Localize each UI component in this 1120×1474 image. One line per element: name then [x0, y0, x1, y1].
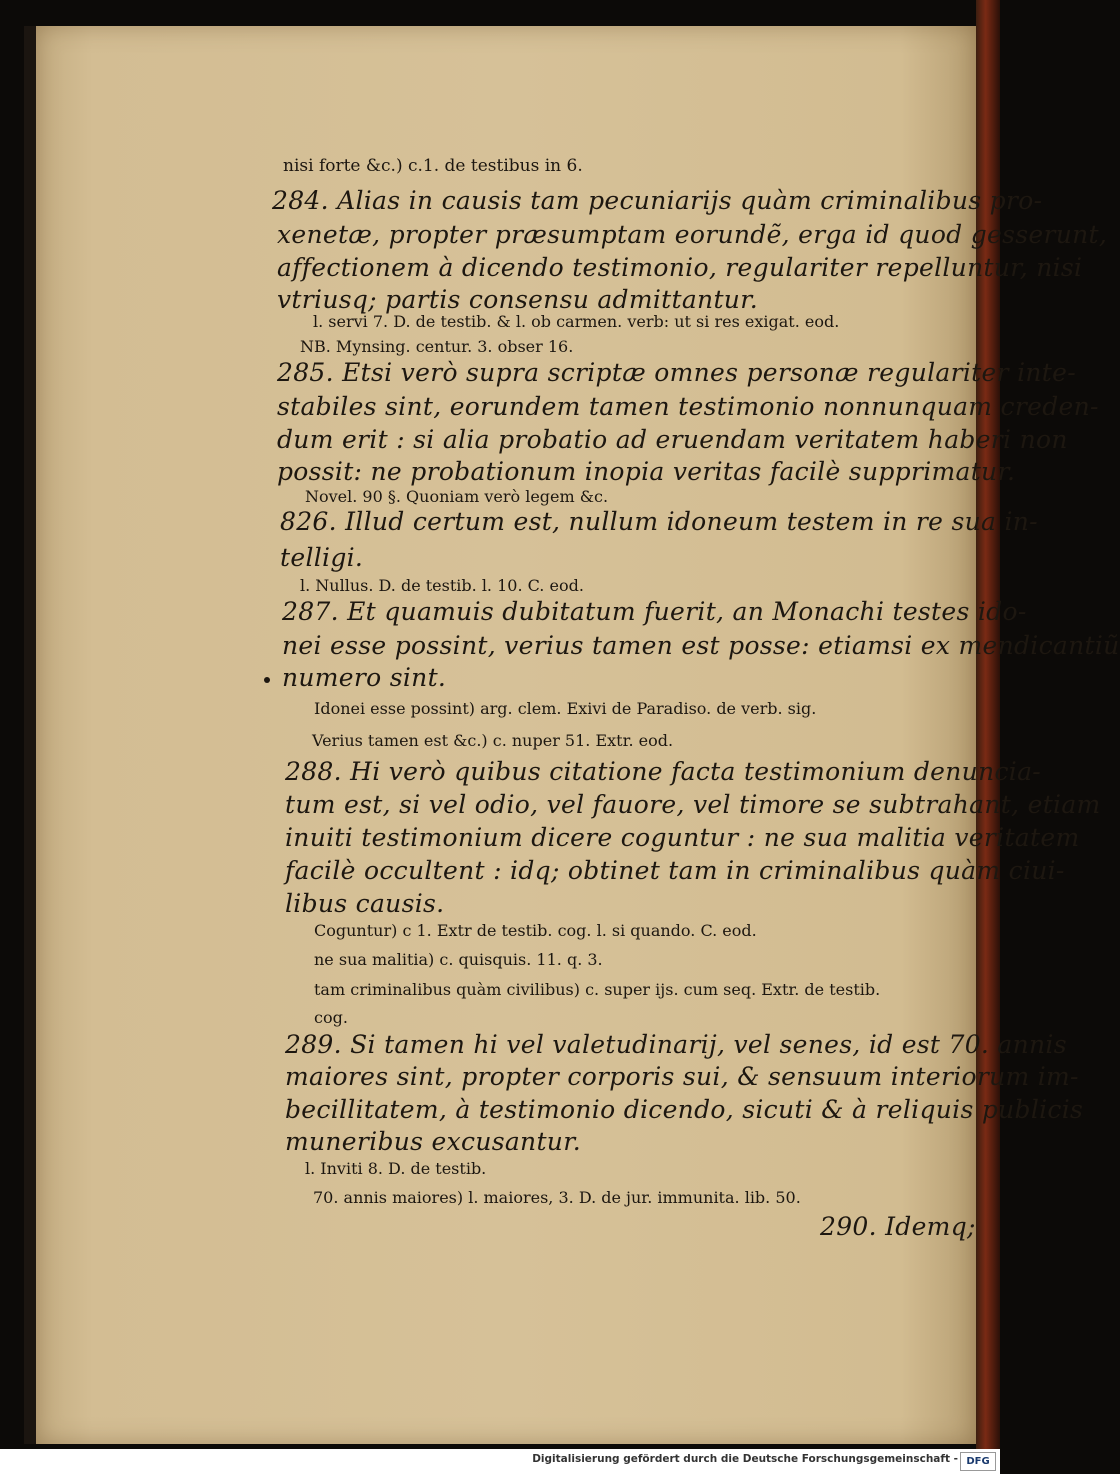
annotation-line: 70. annis maiores) l. maiores, 3. D. de jur. immunita. lib. 50.: [313, 1188, 801, 1207]
marginal-dot: [264, 677, 270, 683]
body-text-line: tum est, si vel odio, vel fauore, vel timore se subtrahant, etiam: [285, 790, 1101, 819]
body-text-line: telligi.: [280, 543, 364, 572]
body-text-line: numero sint.: [282, 663, 447, 692]
body-text-line: stabiles sint, eorundem tamen testimonio nonnunquam creden-: [277, 392, 1099, 421]
body-text-line: facilè occultent : idq; obtinet tam in criminalibus quàm ciui-: [285, 856, 1065, 885]
body-text-line: affectionem à dicendo testimonio, regulariter repelluntur, nisi: [277, 253, 1083, 282]
annotation-line: Coguntur) c 1. Extr de testib. cog. l. si quando. C. eod.: [314, 921, 757, 940]
body-text-line: nei esse possint, verius tamen est posse: etiamsi ex mendicantiũ: [282, 631, 1120, 660]
body-text-line: muneribus excusantur.: [285, 1127, 581, 1156]
body-text-line: 290. Idemq;: [820, 1212, 976, 1241]
annotation-line: l. Inviti 8. D. de testib.: [305, 1159, 487, 1178]
annotation-line: tam criminalibus quàm civilibus) c. super ijs. cum seq. Extr. de testib.: [314, 980, 881, 999]
body-text-line: maiores sint, propter corporis sui, & sensuum interiorum im-: [285, 1062, 1079, 1091]
annotation-line: Novel. 90 §. Quoniam verò legem &c.: [305, 487, 609, 506]
annotation-line: Idonei esse possint) arg. clem. Exivi de Paradiso. de verb. sig.: [314, 699, 817, 718]
annotation-line: nisi forte &c.) c.1. de testibus in 6.: [283, 156, 583, 176]
body-text-line: 289. Si tamen hi vel valetudinarij, vel senes, id est 70. annis: [285, 1030, 1067, 1059]
annotation-line: l. servi 7. D. de testib. & l. ob carmen. verb: ut si res exigat. eod.: [313, 312, 840, 331]
body-text-line: 287. Et quamuis dubitatum fuerit, an Monachi testes ido-: [282, 597, 1027, 626]
annotation-line: NB. Mynsing. centur. 3. obser 16.: [300, 337, 574, 356]
annotation-line: Verius tamen est &c.) c. nuper 51. Extr. eod.: [312, 731, 674, 750]
body-text-line: inuiti testimonium dicere coguntur : ne sua malitia veritatem: [285, 823, 1080, 852]
annotation-line: l. Nullus. D. de testib. l. 10. C. eod.: [300, 576, 584, 595]
body-text-line: possit: ne probationum inopia veritas facilè supprimatur.: [277, 457, 1016, 486]
body-text-line: xenetæ, propter præsumptam eorundẽ, erga id quod gesserunt,: [277, 220, 1108, 249]
body-text-line: 285. Etsi verò supra scriptæ omnes personæ regulariter inte-: [277, 358, 1076, 387]
body-text-line: 826. Illud certum est, nullum idoneum testem in re sua in-: [280, 507, 1038, 536]
body-text-line: libus causis.: [285, 889, 445, 918]
footer-bar: [0, 1449, 1000, 1474]
body-text-line: dum erit : si alia probatio ad eruendam veritatem haberi non: [277, 425, 1068, 454]
footer-credit: Digitalisierung gefördert durch die Deutsche Forschungsgemeinschaft -: [532, 1453, 958, 1465]
page-edge: [24, 26, 36, 1444]
body-text-line: 288. Hi verò quibus citatione facta testimonium denuncia-: [285, 757, 1042, 786]
body-text-line: becillitatem, à testimonio dicendo, sicuti & à reliquis publicis: [285, 1095, 1084, 1124]
annotation-line: ne sua malitia) c. quisquis. 11. q. 3.: [314, 950, 603, 969]
body-text-line: 284. Alias in causis tam pecuniarijs quàm criminalibus pro-: [272, 186, 1043, 215]
body-text-line: vtriusq; partis consensu admittantur.: [277, 285, 758, 314]
annotation-line: cog.: [314, 1008, 348, 1027]
dfg-logo: DFG: [960, 1452, 996, 1471]
